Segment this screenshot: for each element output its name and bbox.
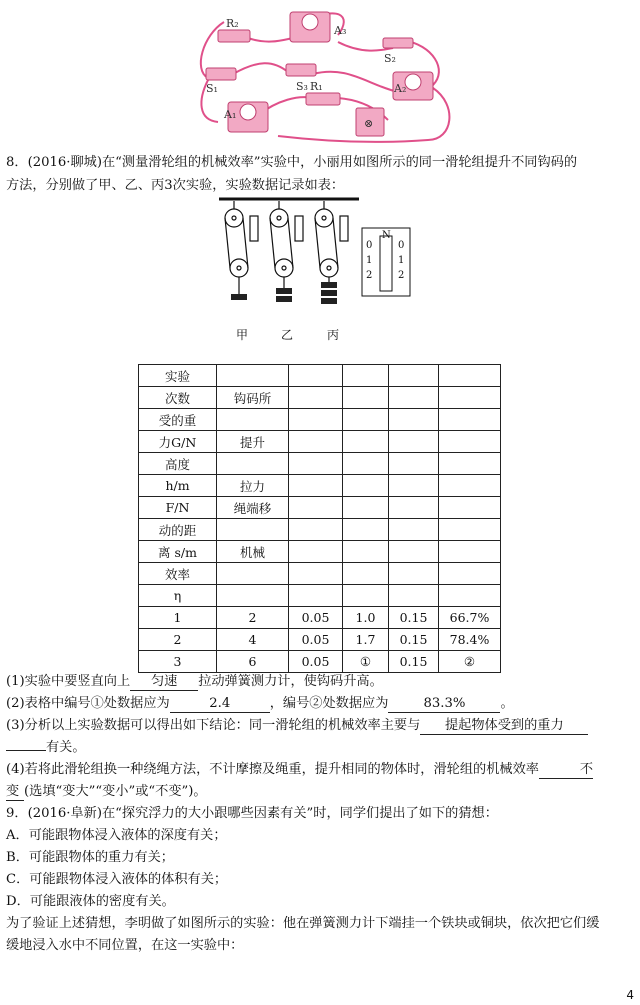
table-cell: 78.4% [439, 629, 501, 651]
page-number: 4 [626, 988, 634, 1002]
q8-sub3: (3)分析以上实验数据可以得出如下结论：同一滑轮组的机械效率主要与 提起物体受到的重力 [6, 716, 588, 736]
answer-blank-1: 匀速 [130, 673, 198, 691]
table-cell [439, 497, 501, 519]
table-cell [439, 365, 501, 387]
table-cell: 钩码所 [217, 387, 289, 409]
table-row [139, 519, 501, 541]
table-cell: 0.05 [289, 607, 343, 629]
table-cell [289, 519, 343, 541]
table-cell: h/m [139, 475, 217, 497]
table-cell [217, 585, 289, 607]
table-cell: 3 [139, 651, 217, 673]
q9-option-b: B．可能跟物体的重力有关； [6, 850, 174, 865]
table-cell [289, 387, 343, 409]
table-cell [343, 409, 389, 431]
table-cell [343, 497, 389, 519]
table-row [139, 497, 501, 519]
table-cell: 机械 [217, 541, 289, 563]
table-cell [289, 409, 343, 431]
table-row [139, 453, 501, 475]
table-cell: 提升 [217, 431, 289, 453]
table-cell [289, 453, 343, 475]
table-cell: 6 [217, 651, 289, 673]
table-cell: 实验 [139, 365, 217, 387]
label-s1: S₁ [206, 82, 218, 95]
answer-blank-2b: 83.3% [388, 695, 500, 713]
table-row [139, 563, 501, 585]
table-cell: 1.0 [343, 607, 389, 629]
q9-option-d: D．可能跟液体的密度有关。 [6, 894, 175, 909]
table-cell [217, 365, 289, 387]
pulley-label-jia: 甲 [236, 328, 249, 342]
table-cell: 0.15 [389, 607, 439, 629]
table-cell [439, 453, 501, 475]
table-cell [289, 431, 343, 453]
table-row [139, 607, 501, 629]
circuit-diagram [188, 0, 458, 144]
table-cell [289, 365, 343, 387]
table-cell [439, 585, 501, 607]
table-cell [343, 431, 389, 453]
table-cell [289, 541, 343, 563]
table-cell [389, 475, 439, 497]
answer-blank-4b: 变 [6, 783, 24, 801]
q8-line2: 方法，分别做了甲、乙、丙3次实验，实验数据记录如表： [6, 178, 345, 193]
table-cell [389, 519, 439, 541]
table-cell [343, 365, 389, 387]
table-cell [217, 409, 289, 431]
q8-sub2: (2)表格中编号①处数据应为 2.4 ，编号②处数据应为 83.3% 。 [6, 696, 514, 711]
table-row [139, 431, 501, 453]
table-cell: 离 s/m [139, 541, 217, 563]
q8-sub4: (4)若将此滑轮组换一种绕绳方法，不计摩擦及绳重，提升相同的物体时，滑轮组的机械效率 不 [6, 762, 593, 777]
table-cell: 拉力 [217, 475, 289, 497]
table-cell: 力G/N [139, 431, 217, 453]
q9-option-a: A．可能跟物体浸入液体的深度有关； [6, 828, 227, 843]
table-row [139, 475, 501, 497]
table-cell: 1 [139, 607, 217, 629]
q8-sub3-cont: 有关。 [6, 738, 86, 758]
table-cell [343, 387, 389, 409]
scale-left-0: 0 [366, 240, 373, 251]
table-cell: 次数 [139, 387, 217, 409]
label-s3: S₃ [296, 80, 308, 93]
pulley-figure [214, 196, 414, 321]
table-cell: 2 [139, 629, 217, 651]
table-cell [439, 541, 501, 563]
lamp-icon: ⊗ [364, 117, 374, 130]
table-cell [439, 409, 501, 431]
q9-line1: 9．(2016·阜新)在“探究浮力的大小跟哪些因素有关”时，同学们提出了如下的猜想： [6, 806, 498, 821]
table-cell [289, 475, 343, 497]
table-cell: 1.7 [343, 629, 389, 651]
table-row [139, 651, 501, 673]
answer-blank-4a: 不 [539, 761, 593, 779]
q9-line-last2: 缓地浸入水中不同位置，在这一实验中： [6, 938, 244, 953]
table-cell: ② [439, 651, 501, 673]
table-cell [217, 453, 289, 475]
label-a1: A₁ [224, 108, 237, 121]
table-cell [289, 497, 343, 519]
pulley-label-yi: 乙 [281, 328, 294, 342]
table-row [139, 409, 501, 431]
table-cell [343, 453, 389, 475]
table-cell [289, 585, 343, 607]
table-cell [439, 387, 501, 409]
table-cell: ① [343, 651, 389, 673]
table-cell [389, 541, 439, 563]
q8-sub1: (1)实验中要竖直向上 匀速 拉动弹簧测力计，使钩码升高。 [6, 674, 383, 689]
pulley-label-bing: 丙 [327, 328, 340, 342]
q9-line-last1: 为了验证上述猜想，李明做了如图所示的实验：他在弹簧测力计下端挂一个铁块或铜块，依次把它们缓 [6, 916, 600, 931]
table-cell: 0.05 [289, 651, 343, 673]
table-cell: η [139, 585, 217, 607]
scale-right-1: 1 [398, 255, 405, 266]
table-cell: 0.15 [389, 629, 439, 651]
scale-left-2: 2 [366, 270, 373, 281]
q8-line1: 8．(2016·聊城)在“测量滑轮组的机械效率”实验中，小丽用如图所示的同一滑轮组提升不同钩码的 [6, 155, 578, 170]
table-cell [343, 519, 389, 541]
table-cell: 66.7% [439, 607, 501, 629]
table-cell: 高度 [139, 453, 217, 475]
experiment-table [138, 364, 501, 673]
label-s2: S₂ [384, 52, 396, 65]
scale-n: N [382, 230, 391, 241]
q8-sub4-cont: 变 (选填“变大”“变小”或“不变”)。 [6, 784, 207, 799]
table-cell: 2 [217, 607, 289, 629]
table-row [139, 629, 501, 651]
table-cell: 受的重 [139, 409, 217, 431]
label-r2: R₂ [226, 17, 239, 30]
table-cell [289, 563, 343, 585]
table-cell [389, 387, 439, 409]
table-cell [439, 475, 501, 497]
table-cell [343, 475, 389, 497]
table-cell [439, 519, 501, 541]
answer-blank-2a: 2.4 [170, 695, 270, 713]
scale-left-1: 1 [366, 255, 373, 266]
table-cell [389, 365, 439, 387]
table-cell [343, 585, 389, 607]
label-r1: R₁ [310, 80, 323, 93]
table-cell: 0.05 [289, 629, 343, 651]
table-cell [439, 563, 501, 585]
label-a3: A₃ [334, 24, 347, 37]
table-row [139, 365, 501, 387]
table-cell [439, 431, 501, 453]
table-cell: 4 [217, 629, 289, 651]
table-cell [389, 585, 439, 607]
table-cell: 动的距 [139, 519, 217, 541]
table-cell [217, 519, 289, 541]
answer-blank-3: 提起物体受到的重力 [420, 717, 588, 735]
q9-option-c: C．可能跟物体浸入液体的体积有关； [6, 872, 228, 887]
scale-right-0: 0 [398, 240, 405, 251]
scale-right-2: 2 [398, 270, 405, 281]
table-cell: F/N [139, 497, 217, 519]
table-row [139, 387, 501, 409]
table-row [139, 541, 501, 563]
table-cell: 绳端移 [217, 497, 289, 519]
table-row [139, 585, 501, 607]
table-cell [343, 541, 389, 563]
table-cell [389, 409, 439, 431]
table-cell [389, 453, 439, 475]
table-cell [389, 563, 439, 585]
table-cell [389, 431, 439, 453]
table-cell [343, 563, 389, 585]
table-cell [389, 497, 439, 519]
label-a2: A₂ [394, 82, 407, 95]
table-cell: 效率 [139, 563, 217, 585]
table-cell: 0.15 [389, 651, 439, 673]
table-cell [217, 563, 289, 585]
